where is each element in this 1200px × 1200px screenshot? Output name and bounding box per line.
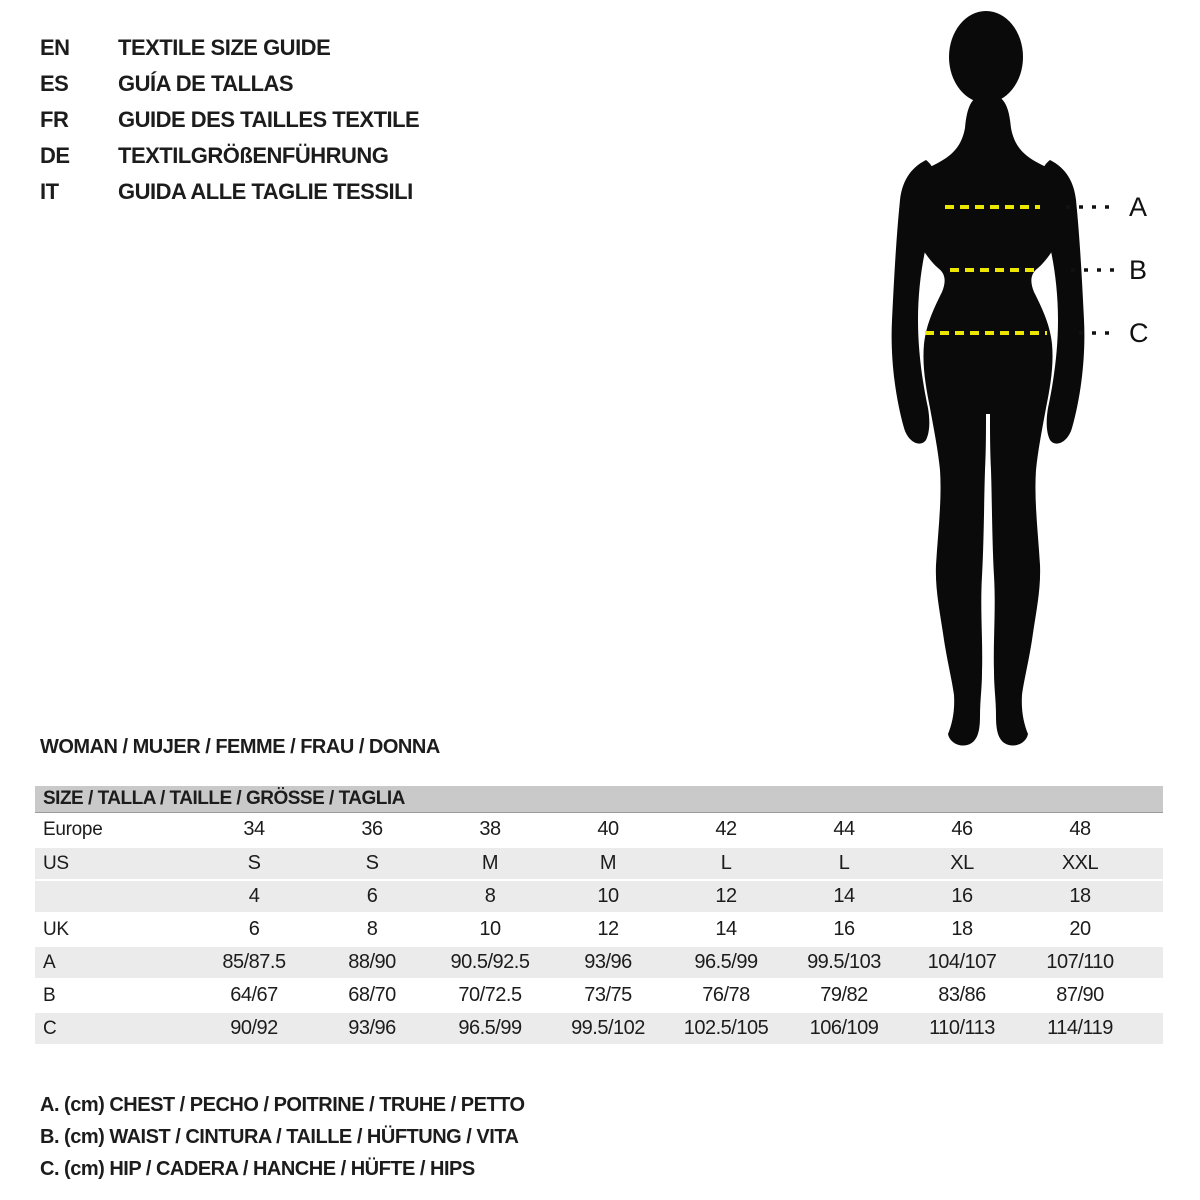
measurement-legend	[40, 1089, 525, 1185]
size-cell: 104/107	[927, 951, 997, 973]
size-cell: 40	[597, 818, 619, 840]
language-code: FR	[40, 107, 69, 132]
size-cell: 8	[366, 918, 378, 940]
size-cell: 85/87.5	[222, 951, 286, 973]
size-cell: 16	[951, 885, 973, 907]
language-code: ES	[40, 71, 69, 96]
table-row	[35, 945, 1163, 978]
table-row	[35, 813, 1163, 846]
gender-title: WOMAN / MUJER / FEMME / FRAU / DONNA	[40, 736, 440, 758]
size-cell: 114/119	[1047, 1017, 1113, 1039]
size-cell: 46	[951, 818, 973, 840]
marker-label-c: C	[1129, 318, 1149, 348]
size-cell: XXL	[1061, 852, 1099, 874]
language-title: GUIDA ALLE TAGLIE TESSILI	[118, 179, 413, 204]
size-cell: M	[481, 852, 499, 874]
size-cell: 16	[833, 918, 855, 940]
size-cell: 18	[951, 918, 973, 940]
marker-label-b: B	[1129, 255, 1148, 285]
size-cell: L	[720, 852, 732, 874]
language-code: EN	[40, 35, 70, 60]
size-cell: 20	[1069, 918, 1091, 940]
size-cell: 10	[479, 918, 501, 940]
size-cell: 48	[1069, 818, 1091, 840]
legend-line: C. (cm) HIP / CADERA / HANCHE / HÜFTE / HIPS	[40, 1158, 475, 1180]
table-row	[35, 1011, 1163, 1044]
size-cell: 106/109	[809, 1017, 879, 1039]
size-cell: 96.5/99	[458, 1017, 522, 1039]
language-code: DE	[40, 143, 70, 168]
size-cell: 93/96	[348, 1017, 396, 1039]
size-cell: 8	[484, 885, 496, 907]
language-list	[40, 30, 419, 210]
size-cell: 88/90	[348, 951, 396, 973]
size-cell: 87/90	[1056, 984, 1104, 1006]
size-cell: S	[365, 852, 379, 874]
size-cell: L	[838, 852, 850, 874]
language-title: GUIDE DES TAILLES TEXTILE	[118, 107, 420, 132]
row-label: US	[43, 852, 69, 874]
size-cell: 12	[715, 885, 737, 907]
size-cell: 10	[597, 885, 619, 907]
size-table-header: SIZE / TALLA / TAILLE / GRÖSSE / TAGLIA	[35, 786, 1163, 813]
size-cell: 18	[1069, 885, 1091, 907]
woman-silhouette-figure	[850, 0, 1200, 760]
legend-line: A. (cm) CHEST / PECHO / POITRINE / TRUHE / PETTO	[40, 1094, 525, 1116]
language-title: TEXTILGRÖßENFÜHRUNG	[118, 143, 389, 168]
table-row	[35, 879, 1163, 912]
size-cell: XL	[950, 852, 974, 874]
size-cell: 79/82	[820, 984, 868, 1006]
size-table	[35, 786, 1163, 1044]
row-label: A	[43, 951, 56, 973]
size-cell: 70/72.5	[458, 984, 522, 1006]
row-label: B	[43, 984, 56, 1006]
size-cell: 64/67	[230, 984, 278, 1006]
table-row	[35, 912, 1163, 945]
size-cell: 44	[833, 818, 855, 840]
size-cell: 14	[833, 885, 855, 907]
table-row	[35, 846, 1163, 879]
row-label: C	[43, 1017, 57, 1039]
legend-line: B. (cm) WAIST / CINTURA / TAILLE / HÜFTUNG / VITA	[40, 1126, 519, 1148]
marker-label-a: A	[1129, 192, 1148, 222]
size-table-rows	[35, 813, 1163, 1044]
size-cell: 99.5/103	[807, 951, 881, 973]
size-cell: 96.5/99	[694, 951, 758, 973]
size-cell: 38	[479, 818, 501, 840]
table-row	[35, 978, 1163, 1011]
size-cell: 14	[715, 918, 737, 940]
row-label: UK	[43, 918, 69, 940]
size-cell: 99.5/102	[571, 1017, 645, 1039]
size-cell: 102.5/105	[683, 1017, 769, 1039]
size-cell: S	[247, 852, 261, 874]
size-cell: 90.5/92.5	[450, 951, 530, 973]
size-cell: 83/86	[938, 984, 986, 1006]
size-cell: 90/92	[230, 1017, 278, 1039]
size-cell: 34	[243, 818, 265, 840]
language-title: TEXTILE SIZE GUIDE	[118, 35, 331, 60]
size-cell: 73/75	[584, 984, 632, 1006]
size-cell: 6	[248, 918, 260, 940]
size-cell: 107/110	[1046, 951, 1114, 973]
size-cell: 4	[248, 885, 260, 907]
woman-body-silhouette	[892, 11, 1085, 746]
size-cell: 68/70	[348, 984, 396, 1006]
size-cell: 93/96	[584, 951, 632, 973]
size-cell: 42	[715, 818, 737, 840]
size-cell: 12	[597, 918, 619, 940]
woman-silhouette-svg	[850, 0, 1200, 760]
size-cell: M	[599, 852, 617, 874]
size-cell: 6	[366, 885, 378, 907]
size-cell: 76/78	[702, 984, 750, 1006]
size-cell: 110/113	[929, 1017, 995, 1039]
size-cell: 36	[361, 818, 383, 840]
language-code: IT	[40, 179, 59, 204]
row-label: Europe	[43, 818, 103, 840]
language-title: GUÍA DE TALLAS	[118, 71, 294, 96]
